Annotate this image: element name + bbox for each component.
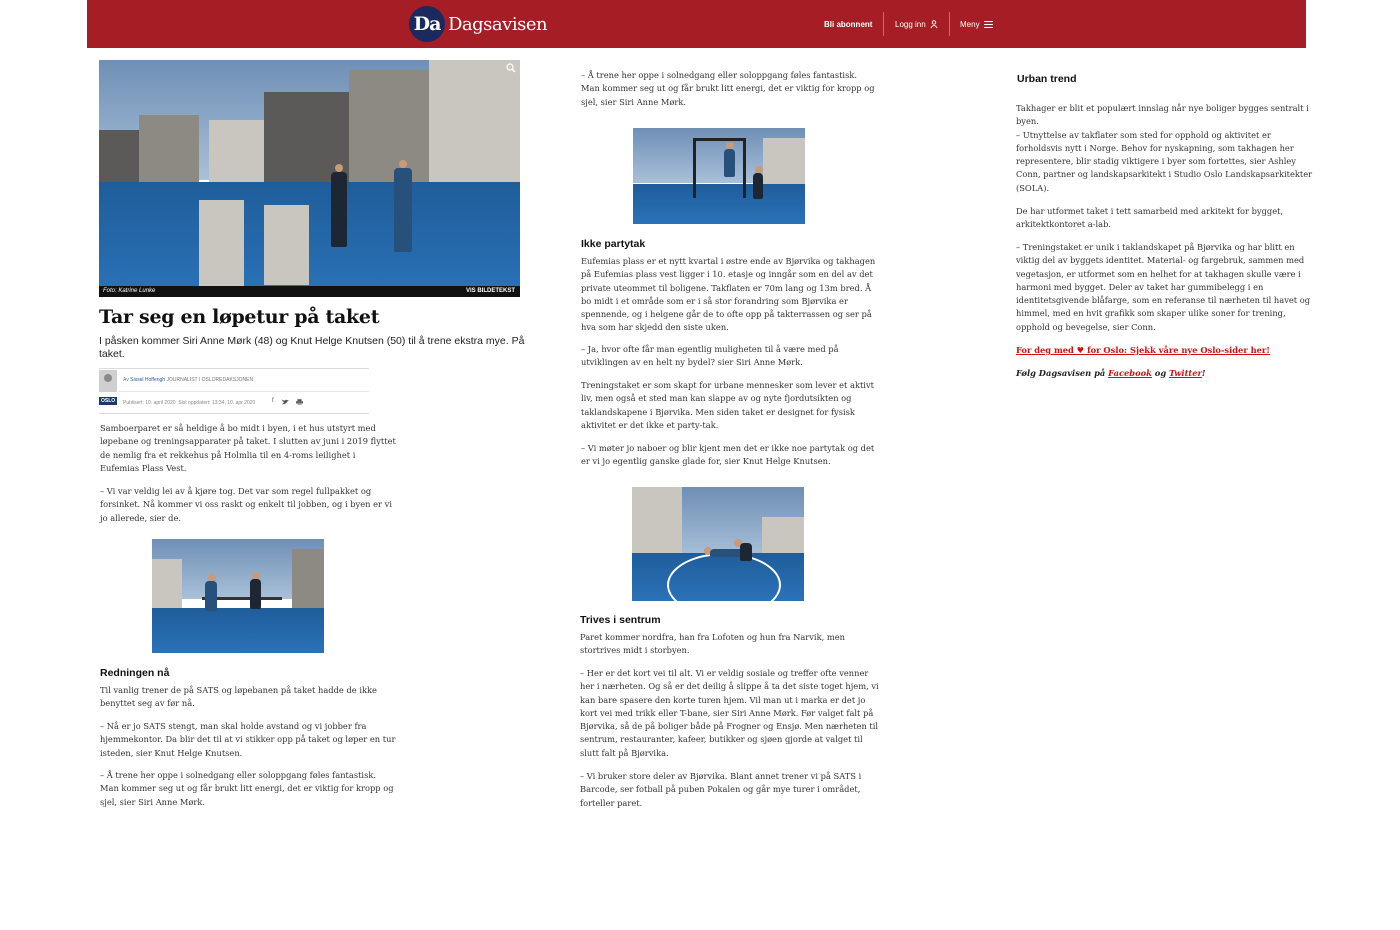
section-heading: Trives i sentrum: [580, 614, 661, 626]
text-line: her i nærheten. Og så er det deilig å slippe å ta det siste toget hjem, vi: [580, 681, 879, 692]
text-line: forholdsvis nytt i Norge. Behov for nyskapning, som takhagen her: [1016, 142, 1294, 153]
text-line: forteller paret.: [580, 797, 643, 808]
section-tag[interactable]: OSLO: [101, 398, 116, 404]
text-line: bo midt i et område som er i så stor forandring som Bjørvika er: [581, 295, 848, 306]
col1-paragraph-1: [100, 422, 396, 475]
author-role: JOURNALIST I OSLOREDAKSJONEN: [166, 377, 254, 383]
text-line: stortrives midt i storbyen.: [580, 645, 690, 656]
text-line: vegetasjon, er utformet som en helhet for at takhagen skulle være i: [1016, 268, 1301, 279]
text-line: byen.: [1016, 116, 1039, 127]
article-title: Tar seg en løpetur på taket: [99, 306, 380, 328]
published-date: Publisert: 10. april 2020: [123, 400, 176, 406]
text-line: Takhager er blit et populært innslag når nye boliger bygges sentralt i: [1016, 103, 1309, 113]
text-line: løpebane og treningsapparater på taket. I slutten av juni i 2019 flyttet: [100, 436, 396, 447]
text-line: spennende, og i helgene går de to ofte opp på takterrassen og ser på: [581, 309, 872, 320]
text-line: – Vi var veldig lei av å kjøre tog. Det var som regel fullpakket og: [100, 486, 372, 496]
text-line: Barcode, ser fotball på puben Pokalen og går mye turer i området,: [580, 784, 861, 795]
facebook-icon[interactable]: f: [272, 398, 274, 404]
col2-paragraph-4: [581, 379, 874, 432]
article-image-plank[interactable]: [632, 487, 804, 601]
text-line: sjel, sier Siri Anne Mørk.: [581, 96, 687, 107]
text-line: slutt falt på Bjørvika.: [580, 747, 669, 758]
twitter-icon[interactable]: [282, 399, 289, 405]
facebook-link[interactable]: Facebook: [1108, 368, 1152, 378]
text-line: de nemlig fra et rekkehus på Holmlia til en 4-roms leilighet i: [100, 449, 356, 460]
col3-paragraph-3: [1016, 241, 1311, 334]
section-heading: Redningen nå: [100, 667, 170, 679]
print-icon[interactable]: [296, 399, 303, 405]
text-line: – Ja, hvor ofte får man egentlig muligheten til å være med på: [581, 344, 839, 354]
text-line: himmel, med en hvit grafikk som skaper ulike soner for trening,: [1016, 308, 1286, 319]
section-heading: Ikke partytak: [581, 238, 646, 250]
text-line: – Her er det kort vei til alt. Vi er veldig sosiale og treffer ofte venner: [580, 668, 869, 678]
text-line: isteden, sier Knut Helge Knutsen.: [100, 747, 243, 758]
text-line: harmoni med bygget. Deler av taket har gummibelegg i en: [1016, 281, 1264, 292]
col1-paragraph-3: [100, 684, 377, 711]
text-line: representere, blir stadig viktigere i byer som fortettes, sier Ashley: [1016, 156, 1296, 167]
oslo-promo-link[interactable]: For deg med ♥ for Oslo: Sjekk våre nye Oslo-sider her!: [1016, 345, 1270, 355]
author-link[interactable]: Sissel Hoffengh: [130, 377, 166, 383]
col1-paragraph-4: [100, 720, 396, 760]
nav-divider: [883, 12, 884, 36]
site-logo[interactable]: [409, 5, 547, 43]
logo-text: Dagsavisen: [448, 13, 548, 35]
text-line: jo allerede, sier de.: [100, 512, 182, 523]
logo-mark: Da: [409, 6, 445, 42]
text-line: opphold og bevegelse, sier Conn.: [1016, 321, 1156, 332]
col2-paragraph-3: [581, 343, 871, 370]
article-image-pullup[interactable]: [633, 128, 805, 224]
updated-date: Sist oppdatert: 13:34, 10. apr 2020: [178, 400, 256, 406]
text-line: – Vi bruker store deler av Bjørvika. Blant annet trener vi på SATS i: [580, 771, 862, 781]
text-line: kort vei med trikk eller T-bane, sier Siri Anne Mørk. Før valget falt på: [580, 707, 874, 718]
menu-label: Meny: [960, 19, 980, 29]
col2-paragraph-1: [581, 69, 875, 109]
text-line: – Nå er jo SATS stengt, man skal holde avstand og vi jobber fra: [100, 721, 367, 731]
text-line: (SOLA).: [1016, 182, 1050, 193]
text-line: viktig del av byggets identitet. Material- og fargebruk, sammen med: [1016, 255, 1305, 266]
user-icon: [930, 20, 938, 28]
hero-caption-bar: [99, 286, 520, 297]
twitter-link[interactable]: Twitter: [1169, 368, 1202, 378]
oslo-promo: [1016, 344, 1306, 357]
login-label: Logg inn: [895, 19, 926, 29]
text-line: Treningstaket er som skapt for urbane mennesker som lever et aktivt: [581, 380, 874, 390]
show-caption-button[interactable]: VIS BILDETEKST: [465, 288, 515, 294]
section-heading: Urban trend: [1017, 73, 1077, 85]
text-line: benyttet seg av før nå.: [100, 698, 195, 709]
text-line: hva som har skjedd den siste uken.: [581, 322, 729, 333]
follow-prefix: Følg Dagsavisen på: [1016, 368, 1109, 378]
menu-button[interactable]: [960, 0, 993, 48]
site-header: [87, 0, 1306, 48]
text-line: taklandskapene i Bjørvika. Men siden taket er designet for fysisk: [581, 406, 855, 417]
text-line: kan bare spasere den korte turen hjem. Vil man ut i marka er det jo: [580, 694, 866, 705]
text-line: Eufemias Plass Vest.: [100, 462, 187, 473]
text-line: er vi jo egentlig ganske glade for, sier Knut Helge Knutsen.: [581, 456, 831, 467]
text-line: på Eufemias plass vest ligger i 10. etasje og inngår som en del av det: [581, 269, 873, 280]
byline-divider: [119, 391, 369, 392]
text-line: sentrum, restauranter, kafeer, butikker og sjøen gjorde at valget til: [580, 734, 863, 745]
text-line: Conn, partner og landskapsarkitekt i Studio Oslo Landskapsarkitekter: [1016, 169, 1313, 180]
article-image-bench[interactable]: [152, 539, 324, 653]
byline-text: [123, 377, 253, 383]
text-line: Samboerparet er så heldige å bo midt i byen, i et hus utstyrt med: [100, 423, 376, 433]
text-line: private uteommet til boligene. Takflaten er 70m lang og 13m bred. Å: [581, 282, 872, 293]
col2-paragraph-6: [580, 631, 870, 658]
hamburger-icon: [984, 21, 993, 28]
text-line: Til vanlig trener de på SATS og løpebanen på taket hadde de ikke: [100, 685, 377, 695]
col1-paragraph-2: [100, 485, 392, 525]
text-line: identitetsgivende blåfarge, som en referanse til nærheten til havet og: [1016, 295, 1311, 306]
byline: [99, 368, 369, 414]
col1-paragraph-5: [100, 769, 394, 809]
text-line: utviklingen av en helt ny bydel? sier Siri Anne Mørk.: [581, 357, 803, 368]
text-line: – Utnyttelse av takflater som sted for opphold og aktivitet er: [1016, 129, 1271, 140]
article-lead: I påsken kommer Siri Anne Mørk (48) og Knut Helge Knutsen (50) til å trene ekstra mye. På taket.: [99, 335, 525, 360]
text-line: Man kommer seg ut og får brukt litt energi, det er viktig for kropp og: [100, 783, 394, 794]
text-line: De har utformet taket i tett samarbeid med arkitekt for bygget,: [1016, 206, 1284, 216]
zoom-icon[interactable]: [506, 63, 516, 73]
text-line: Paret kommer nordfra, han fra Lofoten og hun fra Narvik, men: [580, 632, 846, 642]
col2-paragraph-8: [580, 770, 870, 810]
follow-and: og: [1151, 368, 1170, 378]
author-avatar: [99, 370, 117, 392]
col2-paragraph-7: [580, 667, 879, 760]
text-line: aktivitet er det ikke et party-tak.: [581, 419, 719, 430]
text-line: arkitektkontoret a-lab.: [1016, 219, 1112, 230]
text-line: – Vi møter jo naboer og blir kjent men det er ikke noe partytak og det: [581, 443, 875, 453]
nav-divider: [949, 12, 950, 36]
hero-image[interactable]: [99, 60, 520, 297]
publish-meta: [123, 400, 255, 406]
text-line: hjemmekontor. Da blir det til at vi stikker opp på taket og løper en tur: [100, 734, 396, 745]
text-line: forsinket. Nå kommer vi oss raskt og enkelt til jobben, og i byen er vi: [100, 499, 392, 510]
follow-line: [1016, 367, 1306, 380]
col3-paragraph-2: [1016, 205, 1306, 232]
col2-paragraph-5: [581, 442, 875, 469]
text-line: – Treningstaket er unik i taklandskapet på Bjørvika og har blitt en: [1016, 242, 1295, 252]
text-line: Man kommer seg ut og får brukt litt energi, det er viktig for kropp og: [581, 83, 875, 94]
text-line: – Å trene her oppe i solnedgang eller soloppgang føles fantastisk.: [100, 770, 376, 780]
col3-paragraph-1: [1016, 102, 1313, 195]
text-line: – Å trene her oppe i solnedgang eller soloppgang føles fantastisk.: [581, 70, 857, 80]
byline-prefix: Av: [123, 377, 129, 383]
text-line: sjel, sier Siri Anne Mørk.: [100, 796, 206, 807]
photo-credit: Foto: Katrine Lunke: [103, 288, 156, 294]
login-button[interactable]: [895, 0, 938, 48]
text-line: liv, men også et sted man kan slappe av og nyte fjordutsikten og: [581, 393, 852, 404]
text-line: Eufemias plass er et nytt kvartal i østre ende av Bjørvika og takhagen: [581, 256, 876, 266]
col2-paragraph-2: [581, 255, 876, 335]
text-line: Bjørvika, så de på boliger både på Frogner og Ensjø. Men nærheten til: [580, 721, 879, 732]
subscribe-link[interactable]: [824, 0, 872, 48]
subscribe-label: Bli abonnent: [824, 19, 873, 29]
follow-suffix: !: [1201, 368, 1206, 378]
